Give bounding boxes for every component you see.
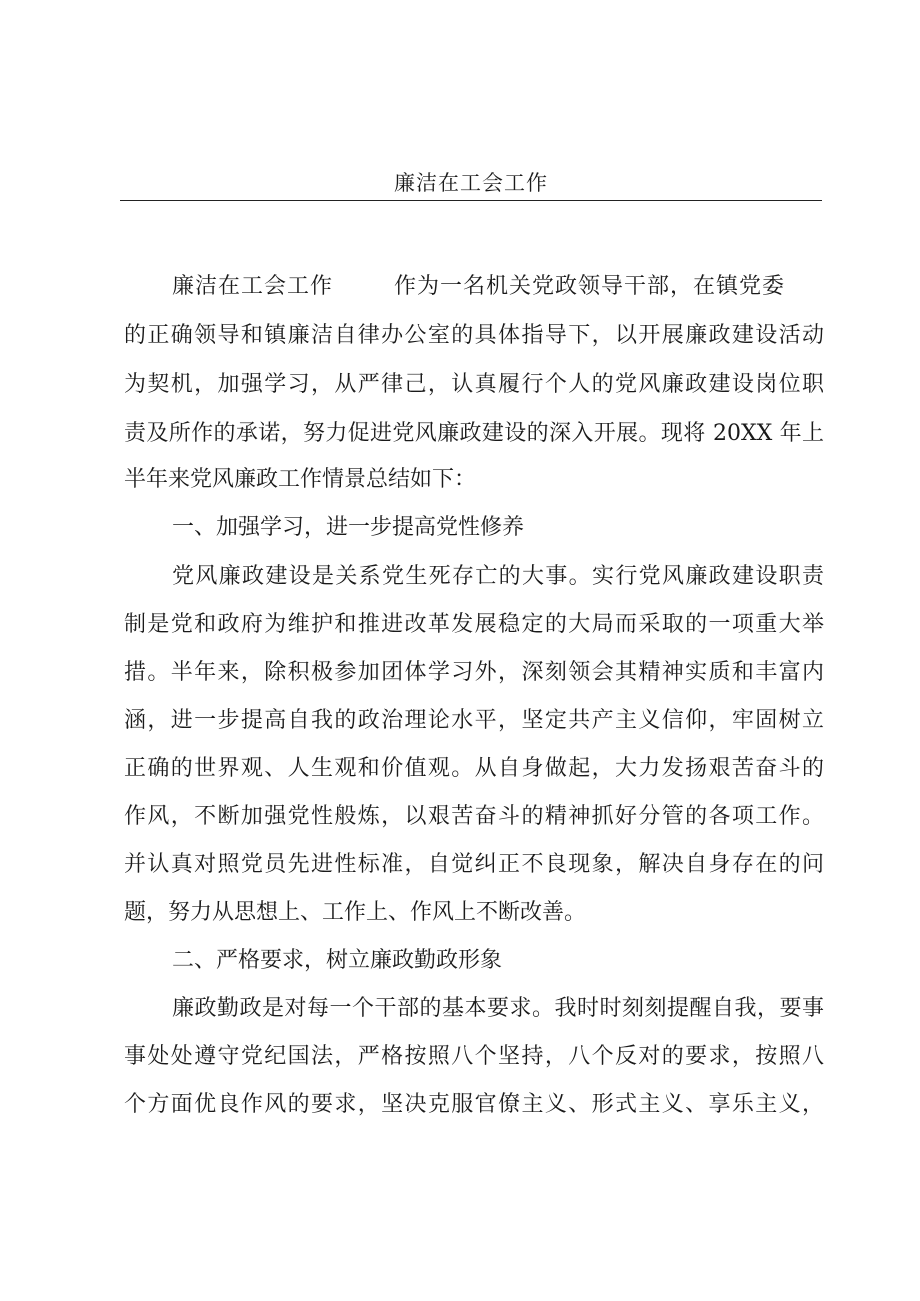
document-header: [120, 168, 822, 201]
intro-text: 作为一名机关党政领导干部，在镇党委: [393, 274, 784, 299]
paragraph-line: 涵，进一步提高自我的政治理论水平，坚定共产主义信仰，牢固树立: [124, 708, 824, 733]
paragraph-line: 个方面优良作风的要求，坚决克服官僚主义、形式主义、享乐主义，: [124, 1092, 824, 1117]
paragraph-line-intro: [172, 272, 784, 302]
paragraph-line: 为契机，加强学习，从严律己，认真履行个人的党风廉政建设岗位职: [124, 372, 824, 397]
intro-label: 廉洁在工会工作: [172, 274, 333, 299]
paragraph-line: 制是党和政府为维护和推进改革发展稳定的大局而采取的一项重大举: [124, 612, 824, 637]
section-heading-2: 二、严格要求，树立廉政勤政形象: [172, 948, 503, 973]
paragraph-line: 半年来党风廉政工作情景总结如下：: [124, 467, 477, 492]
paragraph-line: 题，努力从思想上、工作上、作风上不断改善。: [124, 900, 587, 925]
paragraph-line: 事处处遵守党纪国法，严格按照八个坚持，八个反对的要求，按照八: [124, 1044, 824, 1069]
paragraph-line: 的正确领导和镇廉洁自律办公室的具体指导下，以开展廉政建设活动: [124, 323, 824, 348]
paragraph-line: 党风廉政建设是关系党生死存亡的大事。实行党风廉政建设职责: [172, 564, 824, 589]
paragraph-line: 并认真对照党员先进性标准，自觉纠正不良现象，解决自身存在的问: [124, 852, 824, 877]
paragraph-line: 责及所作的承诺，努力促进党风廉政建设的深入开展。现将 20XX 年上: [124, 421, 824, 446]
paragraph-line: 措。半年来，除积极参加团体学习外，深刻领会其精神实质和丰富内: [124, 660, 824, 685]
document-title: 廉洁在工会工作: [394, 171, 548, 195]
paragraph-line: 正确的世界观、人生观和价值观。从自身做起，大力发扬艰苦奋斗的: [124, 756, 824, 781]
section-heading-1: 一、加强学习，进一步提高党性修养: [172, 515, 525, 540]
paragraph-line: 廉政勤政是对每一个干部的基本要求。我时时刻刻提醒自我，要事: [172, 996, 824, 1021]
paragraph-line: 作风，不断加强党性般炼，以艰苦奋斗的精神抓好分管的各项工作。: [124, 804, 824, 829]
